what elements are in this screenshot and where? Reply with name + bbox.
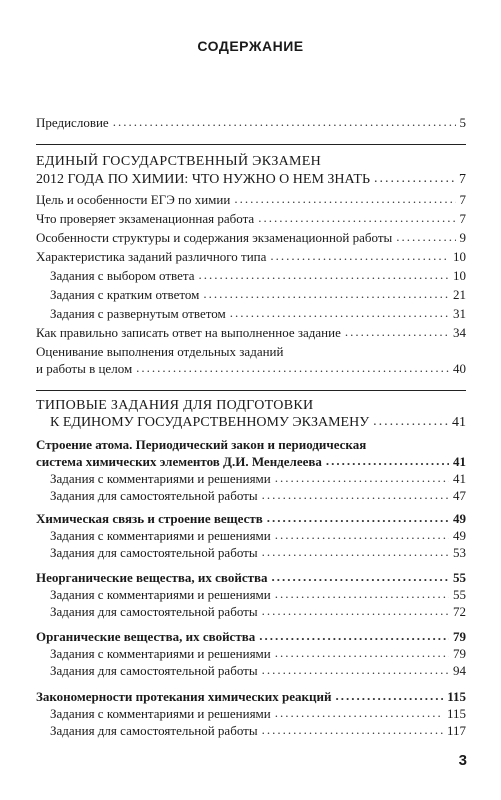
toc-page-number: 72 (453, 604, 466, 619)
toc-subentry[interactable] (50, 662, 466, 680)
toc-page-number: 5 (459, 115, 466, 130)
toc-page-number: 10 (453, 268, 466, 283)
toc-page-number: 40 (453, 361, 466, 376)
section-divider (36, 390, 466, 391)
toc-page-number: 49 (453, 528, 466, 543)
toc-entry-label: Задания для самостоятельной работы (50, 545, 258, 560)
toc-entry-preface[interactable] (36, 114, 466, 132)
toc-entry[interactable] (36, 248, 466, 266)
toc-section-typical[interactable] (50, 414, 466, 432)
toc-page-number: 49 (453, 511, 466, 526)
toc-entry-label: Задания с выбором ответа (50, 268, 195, 283)
toc-section-ege[interactable] (36, 171, 466, 189)
section-title-line: ЕДИНЫЙ ГОСУДАРСТВЕННЫЙ ЭКЗАМЕН (36, 154, 322, 169)
toc-page-number: 7 (459, 172, 466, 187)
toc-page-number: 117 (446, 723, 466, 738)
toc-entry[interactable] (36, 191, 466, 209)
toc-page-number: 55 (453, 587, 466, 602)
toc-entry-label: Задания с кратким ответом (50, 287, 200, 302)
toc-page-number: 47 (453, 488, 466, 503)
toc-topic-title: Органические вещества, их свойства (36, 629, 256, 644)
leader-dots (262, 486, 449, 504)
toc-entry-label: Цель и особенности ЕГЭ по химии (36, 192, 231, 207)
leader-dots (374, 170, 455, 188)
toc-entry-label: Задания с комментариями и решениями (50, 528, 271, 543)
toc-page-number: 7 (459, 192, 466, 207)
leader-dots (262, 721, 443, 739)
toc-subentry[interactable] (50, 603, 466, 621)
toc-page-number: 41 (452, 415, 466, 430)
toc-entry-label: и работы в целом (36, 361, 133, 376)
toc-page-number: 31 (453, 306, 466, 321)
toc-entry[interactable] (36, 360, 466, 378)
section-title-line: ТИПОВЫЕ ЗАДАНИЯ ДЛЯ ПОДГОТОВКИ (36, 398, 314, 413)
toc-entry-label: Задания для самостоятельной работы (50, 723, 258, 738)
leader-dots (275, 469, 449, 487)
toc-page-number: 79 (453, 629, 466, 644)
toc-entry-label: Характеристика заданий различного типа (36, 249, 267, 264)
toc-page-number: 55 (453, 570, 466, 585)
toc-entry-label: Задания с комментариями и решениями (50, 587, 271, 602)
leader-dots (326, 452, 449, 470)
leader-dots (262, 661, 449, 679)
toc-topic-title: Химическая связь и строение веществ (36, 511, 263, 526)
toc-entry-label: Задания с развернутым ответом (50, 306, 226, 321)
leader-dots (113, 113, 456, 131)
toc-page-number: 9 (459, 230, 466, 245)
toc-entry-label: Задания с комментариями и решениями (50, 471, 271, 486)
toc-subentry[interactable] (50, 267, 466, 285)
toc-subentry[interactable] (50, 544, 466, 562)
toc-entry-label: Как правильно записать ответ на выполненное задание (36, 325, 341, 340)
leader-dots (272, 568, 449, 586)
toc-page-number: 34 (453, 325, 466, 340)
toc-page-number: 7 (459, 211, 466, 226)
leader-dots (267, 509, 449, 527)
toc-entry-label: Оценивание выполнения отдельных заданий (36, 344, 284, 359)
toc-entry-label: Что проверяет экзаменационная работа (36, 211, 255, 226)
toc-page-number: 94 (453, 663, 466, 678)
toc-entry-label: Задания для самостоятельной работы (50, 663, 258, 678)
toc-entry-label: Задания с комментариями и решениями (50, 646, 271, 661)
leader-dots (275, 526, 449, 544)
toc-topic-title: Строение атома. Периодический закон и периодическая (36, 437, 367, 452)
leader-dots (230, 304, 449, 322)
leader-dots (373, 413, 448, 431)
toc-page-number: 41 (453, 471, 466, 486)
leader-dots (258, 209, 455, 227)
toc-entry-label: Задания для самостоятельной работы (50, 488, 258, 503)
toc-subentry[interactable] (50, 487, 466, 505)
toc-subentry[interactable] (50, 286, 466, 304)
toc-entry-label: Предисловие (36, 115, 109, 130)
section-title-line: 2012 ГОДА ПО ХИМИИ: ЧТО НУЖНО О НЕМ ЗНАТЬ (36, 172, 370, 187)
leader-dots (259, 627, 449, 645)
leader-dots (275, 644, 449, 662)
section-divider (36, 144, 466, 145)
toc-topic-title: Закономерности протекания химических реакций (36, 689, 332, 704)
leader-dots (345, 323, 449, 341)
leader-dots (234, 190, 455, 208)
leader-dots (275, 704, 443, 722)
toc-entry[interactable] (36, 210, 466, 228)
toc-subentry[interactable] (50, 305, 466, 323)
leader-dots (275, 585, 449, 603)
toc-topic-title: Неорганические вещества, их свойства (36, 570, 268, 585)
leader-dots (203, 285, 449, 303)
toc-page-number: 53 (453, 545, 466, 560)
leader-dots (335, 687, 443, 705)
leader-dots (270, 247, 449, 265)
toc-entry-label: Задания для самостоятельной работы (50, 604, 258, 619)
toc-page-number: 21 (453, 287, 466, 302)
page-title: СОДЕРЖАНИЕ (197, 38, 304, 54)
section-title-line: К ЕДИНОМУ ГОСУДАРСТВЕННОМУ ЭКЗАМЕНУ (50, 415, 370, 430)
leader-dots (262, 602, 449, 620)
leader-dots (396, 228, 455, 246)
toc-page-number: 79 (453, 646, 466, 661)
toc-page-number: 115 (447, 689, 466, 704)
toc-page-number: 41 (453, 454, 466, 469)
toc-page-number: 115 (446, 706, 466, 721)
leader-dots (136, 359, 449, 377)
page-number: 3 (458, 752, 467, 769)
toc-page-number: 10 (453, 249, 466, 264)
toc-entry-label: Особенности структуры и содержания экзаменационной работы (36, 230, 393, 245)
toc-topic-title: система химических элементов Д.И. Менделеева (36, 454, 322, 469)
leader-dots (262, 543, 449, 561)
leader-dots (199, 266, 450, 284)
toc-subentry[interactable] (50, 722, 466, 740)
toc-entry-label: Задания с комментариями и решениями (50, 706, 271, 721)
toc-entry[interactable] (36, 229, 466, 247)
toc-entry[interactable] (36, 324, 466, 342)
